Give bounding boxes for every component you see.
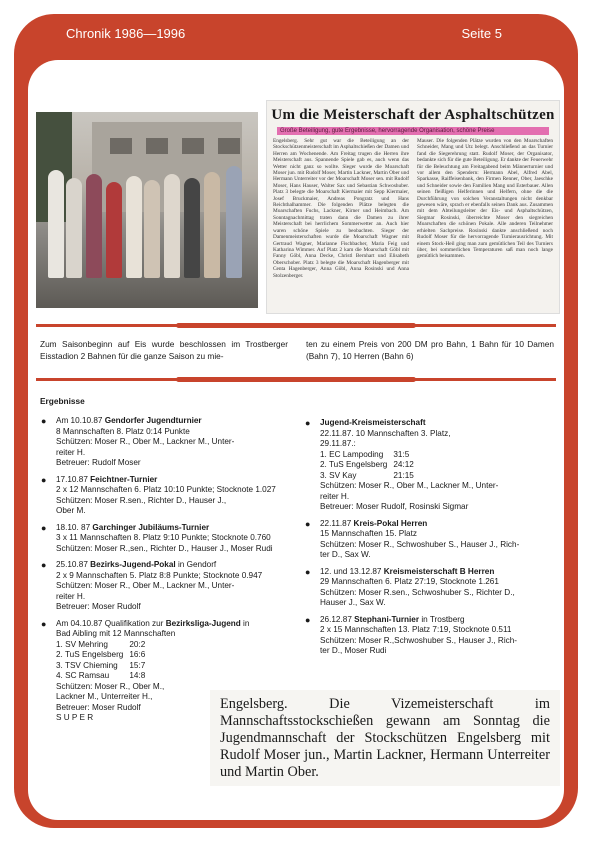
photo-person <box>226 166 242 278</box>
results-heading: Ergebnisse <box>40 396 85 406</box>
entry-line: ter D., Moser Rudi <box>320 646 387 655</box>
entry-line: reiter H. <box>56 447 86 457</box>
entry-prefix: 17.10.87 <box>56 474 91 484</box>
table-row <box>56 640 151 651</box>
entry-title: Jugend-Kreismeisterschaft <box>320 418 426 427</box>
photo-window <box>110 138 132 154</box>
entry-suffix: in Trostberg <box>419 614 465 624</box>
intro-text <box>40 338 554 362</box>
result-entry <box>304 519 556 561</box>
entry-line: S U P E R <box>56 713 94 722</box>
result-entry <box>40 475 296 517</box>
entry-line: Hauser J., Sax W. <box>320 598 386 607</box>
entry-line: 2 x 12 Mannschaften 6. Platz 10:10 Punkte; Stocknote 1.027 <box>56 485 276 494</box>
page-number: Seite 5 <box>461 26 502 41</box>
bullet-icon: ● <box>41 416 47 426</box>
entry-line: reiter H. <box>56 591 86 601</box>
photo-person <box>106 182 122 278</box>
bullet-icon: ● <box>41 522 47 533</box>
entry-line: 29 Mannschaften 6. Platz 27:19, Stocknote 1.261 <box>320 577 499 586</box>
entry-line: reiter H. <box>320 491 350 501</box>
entry-heading <box>56 560 296 571</box>
bullet-icon: ● <box>305 518 311 529</box>
entry-line: 15 Mannschaften 15. Platz <box>320 529 417 538</box>
entry-line: Schützen: Moser R., Ober M., Lackner M., Unter- <box>320 481 499 490</box>
table-row <box>320 471 420 482</box>
result-entry <box>40 560 296 613</box>
entry-line: Schützen: Moser R., Schwoshuber S., Hauser J., Rich- <box>320 539 520 549</box>
team-name: 4. SC Ramsau <box>56 671 110 680</box>
entry-line: Schützen: Moser R.sen., Schwoshuber S., Richter D., <box>320 587 515 597</box>
entry-prefix: Am 04.10.87 Qualifikation zur <box>56 618 166 628</box>
photo-person <box>86 174 102 278</box>
entry-title: Bezirks-Jugend-Pokal <box>90 560 176 569</box>
result-entry <box>304 615 556 657</box>
entry-prefix: 22.11.87 <box>320 518 354 528</box>
entry-line: ter D., Sax W. <box>320 550 371 559</box>
team-score: 20:2 <box>129 639 146 649</box>
team-score: 16:6 <box>129 650 146 659</box>
team-name: 3. SV Kay <box>320 470 357 480</box>
table-row <box>56 661 151 672</box>
entry-line: Schützen: Moser R., Ober M., <box>56 681 165 691</box>
entry-heading <box>320 519 556 530</box>
photo-person <box>48 170 64 278</box>
bullet-icon: ● <box>305 418 311 428</box>
entry-line: Schützen: Moser R.,sen., Richter D., Hauser J., Moser Rudi <box>56 543 273 553</box>
photo-person <box>204 172 220 278</box>
photo-person <box>144 180 160 278</box>
team-score: 15:7 <box>129 660 146 670</box>
entry-prefix: 12. und 13.12.87 <box>320 566 384 576</box>
entry-prefix: 25.10.87 <box>56 560 91 569</box>
photo-window <box>218 138 240 154</box>
team-name: 2. TuS Engelsberg <box>320 460 388 469</box>
entry-heading <box>320 567 556 578</box>
entry-title: Garchinger Jubiläums-Turnier <box>92 522 210 532</box>
standings-table <box>320 450 420 482</box>
entry-line: Bad Aibling mit 12 Mannschaften <box>56 629 176 638</box>
entry-title: Bezirksliga-Jugend <box>165 618 241 628</box>
entry-line: 29.11.87.: <box>320 439 356 448</box>
entry-line: Schützen: Moser R., Ober M., Lackner M., Unter- <box>56 581 235 590</box>
intro-left: Zum Saisonbeginn auf Eis wurde beschlossen im Trostberger Eisstadion 2 Bahnen für die ganze Saison zu mie- <box>40 339 288 361</box>
bullet-icon: ● <box>305 566 311 577</box>
photo-person <box>66 178 82 278</box>
bullet-icon: ● <box>41 618 47 629</box>
team-score: 31:5 <box>393 449 410 459</box>
team-score: 14:8 <box>129 671 146 680</box>
result-entry <box>40 416 296 469</box>
entry-heading <box>56 523 296 534</box>
entry-line: Betreuer: Moser Rudolf, Rosinski Sigmar <box>320 502 469 511</box>
newspaper-note: Engelsberg. Die Vizemeisterschaft im Mannschaftsstockschießen gewann am Sonntag die Jugendmannschaft der Stockschützen Engelsberg mit Rudolf Moser jun., Martin Lackner, Hermann Unterreiter und Martin Ober. <box>210 690 560 786</box>
table-row <box>320 460 420 471</box>
divider-top <box>36 324 556 327</box>
results-right-column <box>304 418 556 663</box>
entry-line: 8 Mannschaften 8. Platz 0:14 Punkte <box>56 426 190 436</box>
team-score: 24:12 <box>393 460 414 469</box>
newspaper-clipping <box>266 100 560 314</box>
table-row <box>56 650 151 661</box>
standings-table <box>56 640 151 682</box>
entry-line: 2 x 9 Mannschaften 5. Platz 8:8 Punkte; Stocknote 0.947 <box>56 570 263 580</box>
entry-prefix: 26.12.87 <box>320 614 355 624</box>
entry-line: Betreuer: Rudolf Moser <box>56 458 141 467</box>
entry-title: Stephani-Turnier <box>354 614 420 624</box>
result-entry <box>304 418 556 513</box>
entry-title: Gendorfer Jugendturnier <box>104 416 202 425</box>
entry-heading <box>56 475 296 486</box>
bullet-icon: ● <box>41 474 47 485</box>
entry-line: Schützen: Moser R., Ober M., Lackner M., Unter- <box>56 437 235 446</box>
entry-line: Betreuer: Moser Rudolf <box>56 702 141 712</box>
photo-window <box>182 138 204 154</box>
photo-window <box>146 138 168 154</box>
entry-title: Kreismeisterschaft B Herren <box>383 566 495 576</box>
team-name: 2. TuS Engelsberg <box>56 650 124 659</box>
entry-title: Kreis-Pokal Herren <box>353 518 428 528</box>
team-name: 1. EC Lampoding <box>320 449 384 459</box>
clipping-subtitle: Große Beteiligung, gute Ergebnisse, hervorragende Organisation, schöne Preise <box>277 127 549 135</box>
result-entry <box>304 567 556 609</box>
chronicle-title: Chronik 1986—1996 <box>66 26 186 41</box>
clipping-title: Um die Meisterschaft der Asphaltschützen <box>271 107 555 123</box>
intro-right: ten zu einem Preis von 200 DM pro Bahn, 1 Bahn für 10 Damen (Bahn 7), 10 Herren (Bahn 6) <box>306 339 554 361</box>
photo-person <box>184 178 200 278</box>
entry-prefix: 18.10. 87 <box>56 522 93 532</box>
table-row <box>320 450 420 461</box>
bullet-icon: ● <box>305 614 311 625</box>
entry-line: 2 x 15 Mannschaften 13. Platz 7:19, Stocknote 0.511 <box>320 625 512 634</box>
entry-heading <box>56 416 296 427</box>
entry-prefix: Am 10.10.87 <box>56 416 105 425</box>
entry-heading <box>320 615 556 626</box>
results-left-column <box>40 416 296 730</box>
bullet-icon: ● <box>41 560 47 570</box>
entry-line: Schützen: Moser R.,Schwoshuber S., Hauser J., Rich- <box>320 635 518 645</box>
entry-line: Lackner M., Unterreiter H., <box>56 692 153 701</box>
entry-line: 22.11.87. 10 Mannschaften 3. Platz, <box>320 428 451 438</box>
team-score: 21:15 <box>393 470 414 480</box>
result-entry <box>40 523 296 555</box>
entry-suffix: in Gendorf <box>175 560 217 569</box>
entry-line: Ober M. <box>56 506 86 515</box>
photo-person <box>126 176 142 278</box>
divider-bottom <box>36 378 556 381</box>
entry-line: 3 x 11 Mannschaften 8. Platz 9:10 Punkte; Stocknote 0.760 <box>56 533 271 542</box>
table-row <box>56 671 151 682</box>
clipping-column-1: Engelsberg. Sehr gut war die Beteiligung an der Stockschützenmeisterschaft im Asphaltschießen der Damen und Herren am Wochenende. Am Freitag trugen die Herren ihre Meisterschaft aus. Spannende Spiele gab es, auch wenn das Wetter nicht ganz so wollte. Sieger wurde die Moarschaft Moser jun. mit Rudolf Moser, Martin Lackner, Martin Ober und Hermann Unterreiter vor der Moarschaft Moser sen. mit Rudolf Moser, Hans Hauser, Walter Sax und Sebastian Schwoshuber. Platz 3 belegte die Moarschaft Kiermaier mit Sepp Kiermaier, Josef Bruckmaier, Andreas Pongratz und Hans Reichthalhammer. Die folgenden Plätze belegten die Moarschaften Fuchs, Lackner, Kirner und Heimbach. Am Sonntagnachmittag traten dann die Damen zu ihrer Meisterschaft bei herrlichem Sommerwetter an. Auch hier waren schöne Spiele zu beobachten. Sieger der Damenmeisterschaften wurde die Moarschaft Wagner mit Gertraud Wagner, Marianne Fischbacher, Maria Feig und Katharina Wimmer. Auf Platz 2 kam die Moarschaft Göbl mit Fanny Göbl, Anna Decke, Christl Bernhart und Elisabeth Oberschober. Platz 3 belegte die Moarschaft Hagenberger mit Centa Hagenberger, Anna Göbl, Anna Rosinski und Anna Stolzenberger. <box>273 138 409 279</box>
entry-suffix: in <box>240 618 250 628</box>
team-name: 1. SV Mehring <box>56 639 108 649</box>
entry-line: Betreuer: Moser Rudolf <box>56 602 141 611</box>
entry-line: Schützen: Moser R.sen., Richter D., Hauser J., <box>56 495 227 505</box>
team-photo <box>36 112 258 308</box>
team-name: 3. TSV Chieming <box>56 660 118 670</box>
entry-title: Feichtner-Turnier <box>90 474 158 484</box>
clipping-column-2: Mauser. Die folgenden Plätze wurden von den Moarschaften Schneider, Mang und Utz belegt. Anschließend an das Turnier fand die Siegerehrung statt. Rudolf Moser, der Organisator, bedankte sich für die gute Beteiligung. Er dankte der Feuerwehr für die Beleuchtung am Freitagabend beim Männerturnier und vor allem den Spendern: Hermann Abel, Alfred Abel, Sparkasse, Raiffeisenbank, den Firmen Renner, Ober, Jaeschke und Schneider sowie den Familien Mang und Esterbauer. Allen seinen fleißigen Helferinnen und Helfern, ohne die die Durchführung von solchen Veranstaltungen nicht denkbar gewesen wäre, sprach er ebenfalls seinen Dank aus. Zusammen mit dem Abteilungsleiter der Eis- und Asphaltschützen, Siegmar Rosinski, überreichte Moser den siegreichen Moarschaften die schönen Pokale. Alle anderen Teilnehmer erhielten Sachpreise. Rosinski dankte anschließend noch Rudolf Moser für die hervorragende Turnierausrichtung. Mit einem Stock-Heil ging man zum gemütlichen Teil des Turniers über, bei sommerlichen Temperaturen saß man noch lange gemütlich beisammen. <box>417 138 553 260</box>
photo-person <box>164 174 180 278</box>
